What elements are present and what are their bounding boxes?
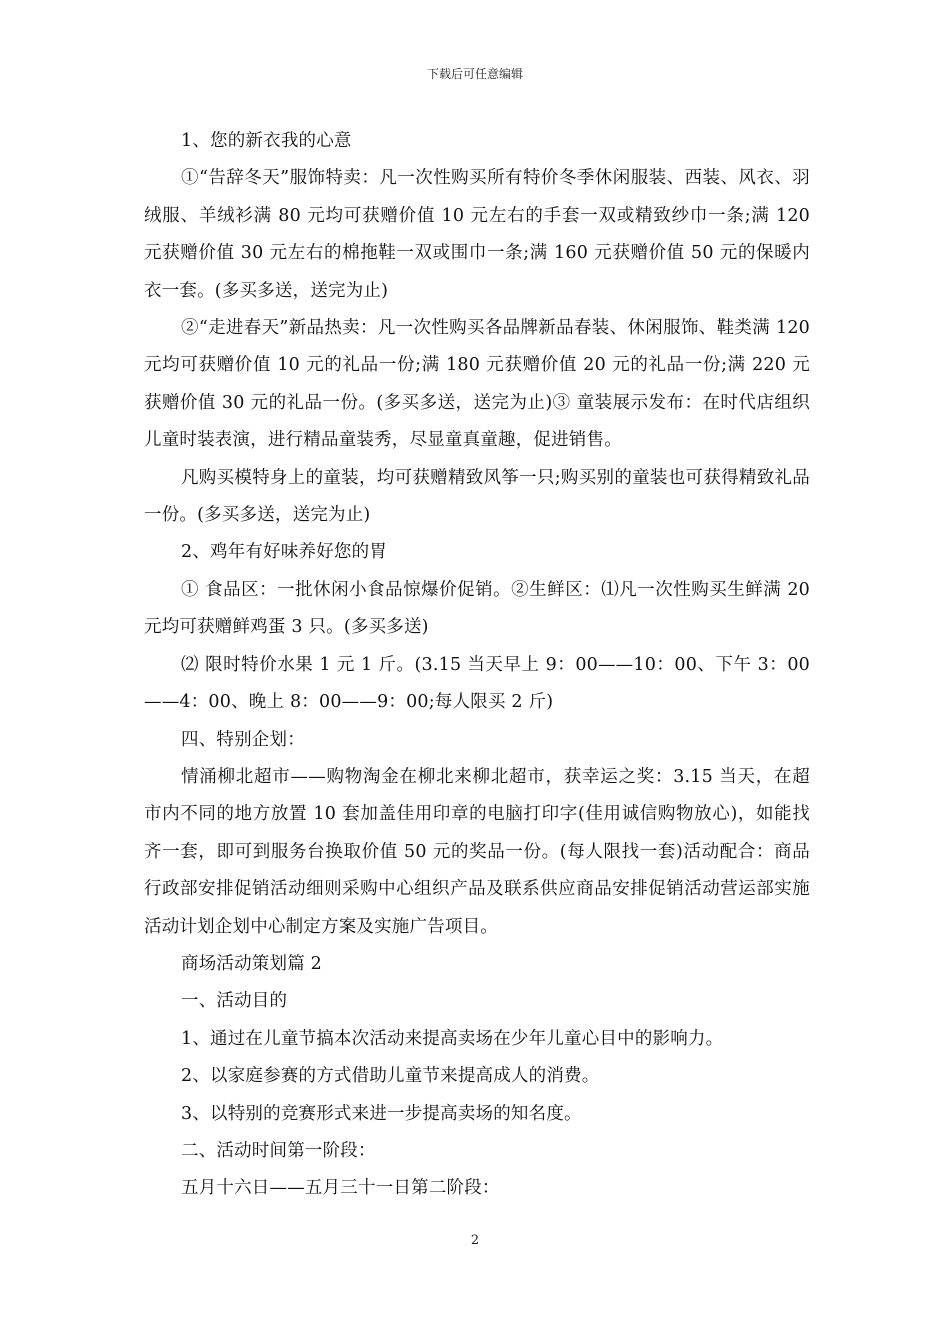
paragraph-time-title: 二、活动时间第一阶段：	[181, 1140, 376, 1161]
paragraph-winter-sale: ①“告辞冬天”服饰特卖：凡一次性购买所有特价冬季休闲服装、西装、风衣、羽绒服、羊绒衫满 80 元均可获赠价值 10 元左右的手套一双或精致纱巾一条;满 120 元获赠价值 30 元左右的棉拖鞋一双或围巾一条;满 160 元获赠价值 50 元的保暖内衣一套。(多买多送，送完为止)	[144, 168, 810, 301]
paragraph-kids-gift: 凡购买模特身上的童装，均可获赠精致风筝一只;购买别的童装也可获得精致礼品一份。(多买多送，送完为止)	[144, 467, 810, 526]
paragraph-goal-title: 一、活动目的	[181, 991, 288, 1012]
page-number: 2	[470, 1233, 480, 1248]
paragraph-plan-2-title: 商场活动策划篇 2	[181, 953, 322, 974]
paragraph-goal-2: 2、以家庭参赛的方式借助儿童节来提高成人的消费。	[181, 1066, 600, 1087]
paragraph-time-range: 五月十六日——五月三十一日第二阶段：	[181, 1178, 500, 1199]
paragraph-section-2-title: 2、鸡年有好味养好您的胃	[181, 542, 388, 563]
paragraph-food-zone: ① 食品区：一批休闲小食品惊爆价促销。②生鲜区：⑴凡一次性购买生鲜满 20 元均可获赠鲜鸡蛋 3 只。(多买多送)	[144, 579, 810, 638]
paragraph-goal-3: 3、以特别的竞赛形式来进一步提高卖场的知名度。	[181, 1103, 582, 1124]
paragraph-fruit-special: ⑵ 限时特价水果 1 元 1 斤。(3.15 当天早上 9：00——10：00、下午 3：00——4：00、晚上 8：00——9：00;每人限买 2 斤)	[144, 654, 810, 713]
paragraph-section-1-title: 1、您的新衣我的心意	[181, 131, 352, 151]
paragraph-special-plan-title: 四、特别企划：	[181, 729, 305, 750]
document-body	[144, 123, 810, 1208]
page-header: 下载后可任意编辑	[426, 67, 523, 81]
paragraph-treasure-hunt: 情涌柳北超市——购物淘金在柳北来柳北超市，获幸运之奖：3.15 当天，在超市内不同的地方放置 10 套加盖佳用印章的电脑打印字(佳用诚信购物放心)，如能找齐一套，即可到服务台换取价值 50 元的奖品一份。(每人限找一套)活动配合：商品行政部安排促销活动细则采购中心组织产品及联系供应商品安排促销活动营运部实施活动计划企划中心制定方案及实施广告项目。	[144, 766, 810, 937]
paragraph-spring-sale: ②“走进春天”新品热卖：凡一次性购买各品牌新品春装、休闲服饰、鞋类满 120 元均可获赠价值 10 元的礼品一份;满 180 元获赠价值 20 元的礼品一份;满 220 元获赠价值 30 元的礼品一份。(多买多送，送完为止)③ 童装展示发布：在时代店组织儿童时装表演，进行精品童装秀，尽显童真童趣，促进销售。	[144, 318, 810, 451]
paragraph-goal-1: 1、通过在儿童节搞本次活动来提高卖场在少年儿童心目中的影响力。	[181, 1028, 724, 1049]
